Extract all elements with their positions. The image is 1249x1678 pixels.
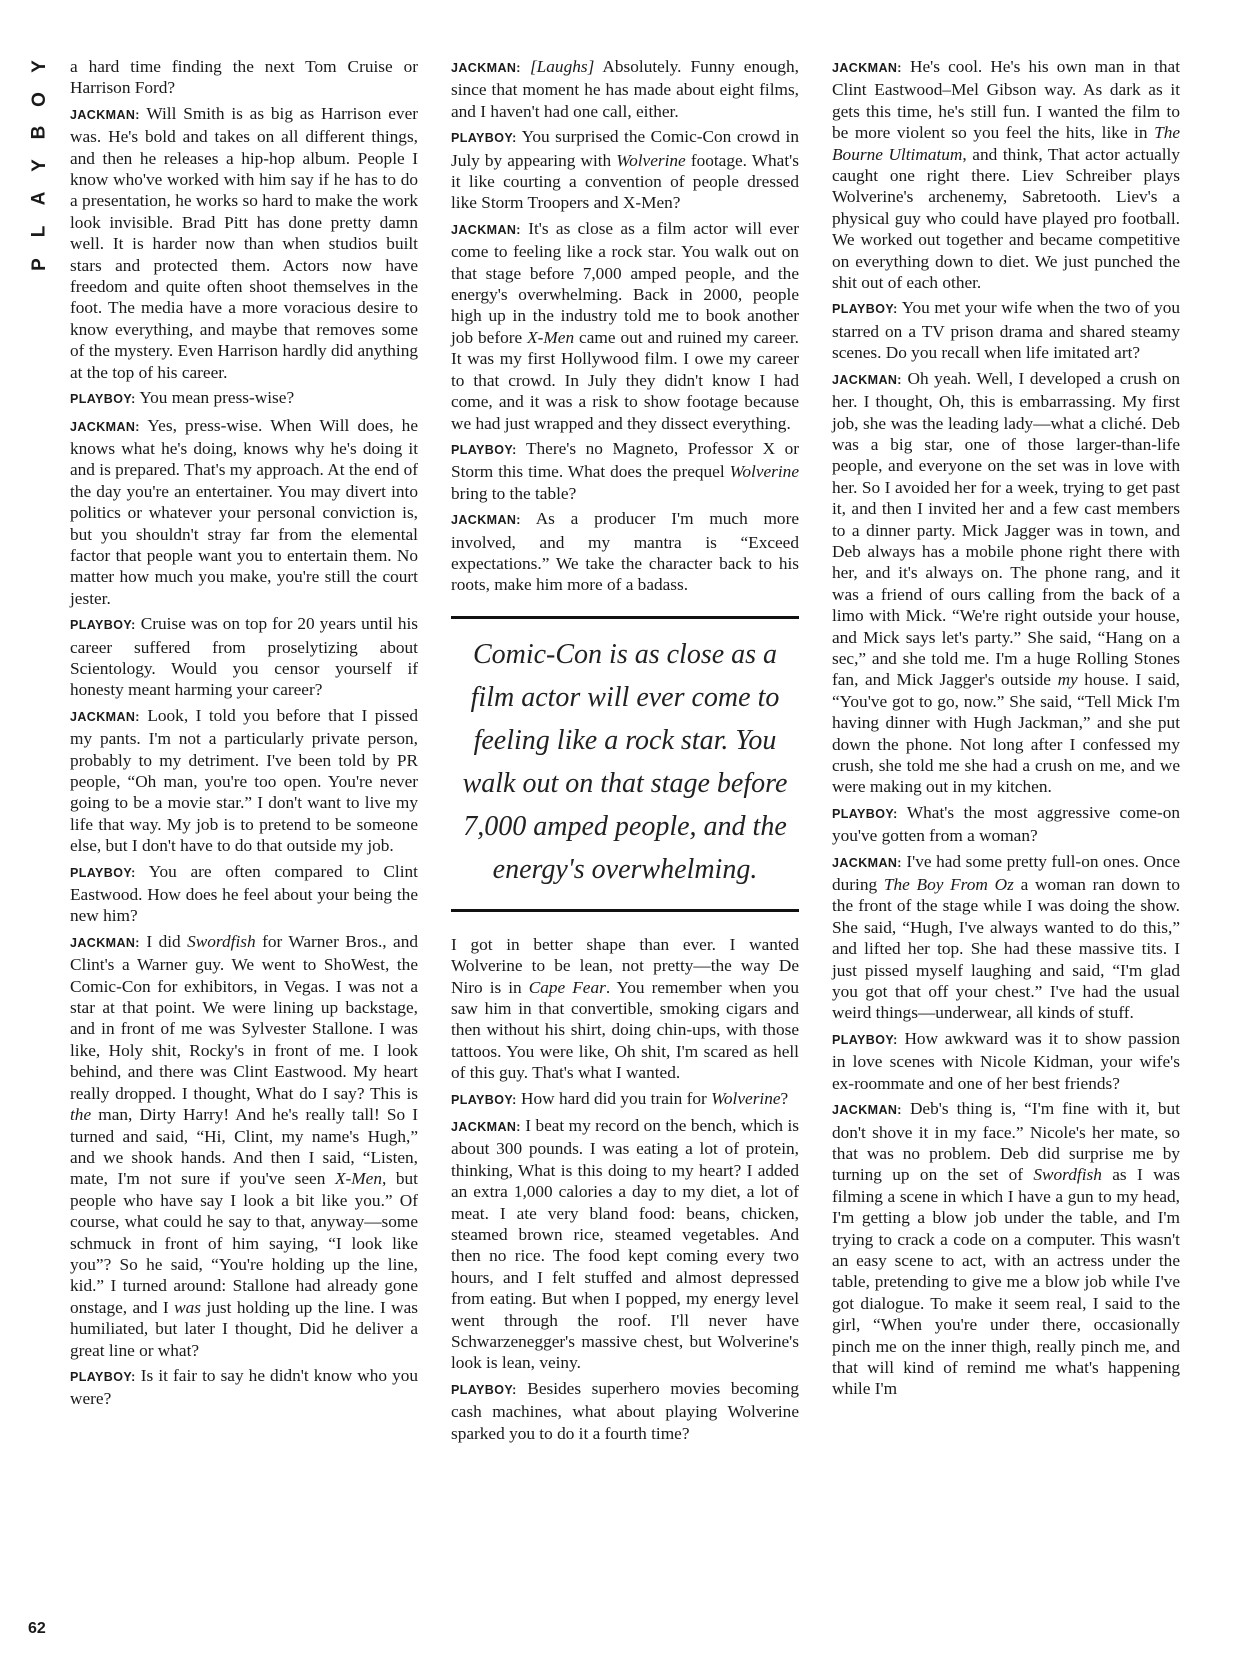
paragraph: JACKMAN: He's cool. He's his own man in that Clint Eastwood–Mel Gibson way. As dark as it gets this time, he's still fun. I wanted the film to be more violent so you feel the hits, like in The Bourne Ultimatum, and think, That actor actually caught one right there. Liev Schreiber plays Wolverine's archenemy, Sabretooth. Liev's a physical guy who could have played pro football. We worked out together and became competitive on everything down to diet. We just punched the shit out of each other. <box>832 57 1180 293</box>
speaker-label: JACKMAN: <box>832 1103 902 1118</box>
speaker-label: JACKMAN: <box>832 61 902 75</box>
magazine-letter: L <box>28 225 50 238</box>
paragraph: JACKMAN: Look, I told you before that I pissed my pants. I'm not a particularly private person, probably to my detriment. I've been told by PR people, “Oh man, you're too open. You're never going to be a movie star.” I don't want to live my life that way. My job is to pretend to be someone else, but I don't have to do that outside my job. <box>70 705 418 856</box>
speaker-label: JACKMAN: <box>70 419 140 434</box>
speaker-label: JACKMAN: <box>70 935 140 950</box>
emphasis: was <box>174 1297 201 1317</box>
text-column-2 <box>451 56 799 1448</box>
film-title: Wolverine <box>616 150 686 170</box>
speaker-label: JACKMAN: <box>70 107 140 122</box>
page-number: 62 <box>28 1620 46 1637</box>
film-title: Wolverine <box>711 1088 781 1108</box>
speaker-label: PLAYBOY: <box>832 302 898 317</box>
paragraph: PLAYBOY: What's the most aggressive come-on you've gotten from a woman? <box>832 802 1180 846</box>
magazine-letter: Y <box>28 159 50 172</box>
speaker-label: JACKMAN: <box>832 372 902 387</box>
film-title: Swordfish <box>1033 1165 1102 1185</box>
magazine-name-vertical <box>26 50 52 281</box>
speaker-label: JACKMAN: <box>451 1120 521 1134</box>
film-title: X-Men <box>527 327 575 347</box>
paragraph: PLAYBOY: Cruise was on top for 20 years until his career suffered from proselytizing about Scientology. Would you censor yourself if honesty meant harming your career? <box>70 614 418 700</box>
show-title: The Boy From Oz <box>883 875 1014 895</box>
speaker-label: PLAYBOY: <box>451 131 517 146</box>
speaker-label: PLAYBOY: <box>832 806 898 821</box>
paragraph: JACKMAN: I beat my record on the bench, which is about 300 pounds. I was eating a lot of protein, thinking, What is this doing to my heart? I added an extra 1,000 calories a day to my diet, a lot of meat. I ate very bland food: beans, chicken, steamed brown rice, steamed vegetables. And then no rice. The food kept coming every two hours, and I felt stuffed and almost depressed from eating. But when I popped, my energy level went through the roof. I'll never have Schwarzenegger's massive chest, but Wolverine's look is lean, veiny. <box>451 1116 799 1373</box>
paragraph: JACKMAN: As a producer I'm much more involved, and my mantra is “Exceed expectations.” We take the character back to his roots, make him more of a badass. <box>451 509 799 595</box>
speaker-label: PLAYBOY: <box>70 1369 136 1384</box>
paragraph: JACKMAN: Yes, press-wise. When Will does, he knows what he's doing, knows why he's doing it and is prepared. That's my approach. At the end of the day you're an entertainer. You may divert into politics or whatever your personal conviction is, but you shouldn't stray far from the elemental factor that people want you to entertain them. No matter how much you make, you're still the court jester. <box>70 415 418 608</box>
speaker-label: PLAYBOY: <box>70 618 136 633</box>
paragraph: PLAYBOY: You met your wife when the two of you starred on a TV prison drama and shared steamy scenes. Do you recall when life imitated art? <box>832 298 1180 363</box>
magazine-letter: B <box>28 125 50 140</box>
speaker-label: JACKMAN: <box>451 513 521 528</box>
paragraph: JACKMAN: Oh yeah. Well, I developed a crush on her. I thought, Oh, this is embarrassing. My first job, she was the leading lady—what a cliché. Deb was a big star, one of those larger-than-life people, and everyone on the set was in love with her. So I avoided her for a week, trying to get past it, and then I invited her and a few cast members to a dinner party. Mick Jagger was in town, and Deb always has a mobile phone right there with her, and it's always on. The phone rang, and it was a friend of ours calling from the back of a limo with Mick. “We're right outside your house, and Mick says let's party.” She said, “Hang on a sec,” and she told me. I'm a huge Rolling Stones fan, and Mick Jagger's outside my house. I said, “You've got to go, now.” She said, “Tell Mick I'm having dinner with Hugh Jackman,” and she put down the phone. Not long after I confessed my crush, she told me she had a crush on me, and we were making out in my kitchen. <box>832 368 1180 797</box>
speaker-label: PLAYBOY: <box>451 1092 517 1107</box>
paragraph: I got in better shape than ever. I wanted Wolverine to be lean, not pretty—the way De Niro is in Cape Fear. You remember when you saw him in that convertible, smoking cigars and then without his shirt, doing chin-ups, with those tattoos. You were like, Oh shit, I'm scared as hell of this guy. That's what I wanted. <box>451 934 800 1083</box>
paragraph: PLAYBOY: You surprised the Comic-Con crowd in July by appearing with Wolverine footage. What's it like courting a convention of people dressed like Storm Troopers and X-Men? <box>451 127 799 213</box>
magazine-letter: A <box>28 191 50 206</box>
paragraph: PLAYBOY: How awkward was it to show passion in love scenes with Nicole Kidman, your wife's ex-roommate and one of her best friends? <box>832 1028 1180 1093</box>
pull-quote: Comic-Con is as close as a film actor will ever come to feeling like a rock star. You walk out on that stage before 7,000 amped people, and the energy's overwhelming. <box>451 616 799 912</box>
paragraph: JACKMAN: Deb's thing is, “I'm fine with it, but don't shove it in my face.” Nicole's her mate, so that was no problem. Deb did surprise me by turning up on the set of Swordfish as I was filming a scene in which I have a gun to my head, I'm getting a blow job under the table, and I'm trying to crack a code on a computer. This wasn't an easy scene to act, with an actress under the table, pretending to give me a blow job while I've got dialogue. To make it seem real, I said to the girl, “When you're under there, occasionally pinch me on the inner thigh, really pinch me, and that will kind of remind me what's happening while I'm <box>832 1099 1180 1399</box>
speaker-label: PLAYBOY: <box>70 865 136 880</box>
speaker-label: PLAYBOY: <box>451 1382 517 1397</box>
paragraph: JACKMAN: It's as close as a film actor will ever come to feeling like a rock star. You walk out on that stage before 7,000 amped people, and the energy's overwhelming. Back in 2000, people high up in the industry told me to book another job before X-Men came out and ruined my career. It was my first Hollywood film. I owe my career to that crowd. In July they didn't know I had come, and it was a risk to show footage because we had just wrapped and they dissect everything. <box>451 218 800 433</box>
speaker-label: JACKMAN: <box>832 855 902 870</box>
text-column-3 <box>832 56 1180 1404</box>
paragraph: PLAYBOY: You mean press-wise? <box>70 388 295 408</box>
text-column-1 <box>70 56 418 1414</box>
magazine-letter: O <box>28 92 50 107</box>
paragraph: JACKMAN: [Laughs] Absolutely. Funny enough, since that moment he has made about eight films, and I haven't had one call, either. <box>451 57 799 121</box>
speaker-label: PLAYBOY: <box>70 392 136 407</box>
magazine-letter: P <box>28 258 50 271</box>
emphasis: my <box>1057 670 1078 690</box>
speaker-label: PLAYBOY: <box>451 442 517 457</box>
film-title: Cape Fear <box>528 977 606 997</box>
paragraph: JACKMAN: I've had some pretty full-on ones. Once during The Boy From Oz a woman ran down to the front of the stage while I was doing the show. She said, “Hugh, I've always wanted to do this,” and lifted her top. She had these massive tits. I just pissed myself laughing and said, “I'm glad you got that off your chest.” I've had the usual weird things—underwear, all kinds of stuff. <box>832 851 1180 1023</box>
speaker-label: JACKMAN: <box>451 222 521 237</box>
film-title: X-Men <box>334 1169 382 1189</box>
paragraph: JACKMAN: I did Swordfish for Warner Bros., and Clint's a Warner guy. We went to ShoWest, the Comic-Con for exhibitors, in Vegas. I was not a star at that point. We were lining up backstage, and in front of me was Sylvester Stallone. I was like, Holy shit, Rocky's in front of me. I look behind, and there was Clint Eastwood. My heart really dropped. I thought, What do I say? This is the man, Dirty Harry! And he's really tall! So I turned and said, “Hi, Clint, my name's Hugh,” and we shook hands. And then I said, “Listen, mate, I'm not sure if you've seen X-Men, but people who have say I look a bit like you.” Of course, what could he say to that, anyway—some schmuck in front of him saying, “I look like you”? So he said, “You're holding up the line, kid.” I turned around: Stallone had already gone onstage, and I was just holding up the line. I was humiliated, but later I thought, Did he deliver a great line or what? <box>70 931 418 1360</box>
film-title: Swordfish <box>187 931 256 951</box>
speaker-label: JACKMAN: <box>451 61 521 75</box>
paragraph: PLAYBOY: How hard did you train for Wolverine? <box>451 1088 789 1108</box>
film-title: Wolverine <box>729 462 799 482</box>
speaker-label: JACKMAN: <box>70 709 140 724</box>
stage-direction: [Laughs] <box>529 57 595 76</box>
magazine-letter: Y <box>28 60 50 73</box>
paragraph: JACKMAN: Will Smith is as big as Harrison ever was. He's bold and takes on all different things, and then he releases a hip-hop album. People I know who've worked with him say if he has to do a presentation, he works so hard to make the work look invisible. Brad Pitt has done pretty damn well. It is harder now than when studios built stars and protected them. Actors now have freedom and quite often shoot themselves in the foot. The media have a more voracious desire to know everything, and maybe that removes some of the mystery. Even Harrison hardly did anything at the top of his career. <box>70 103 418 382</box>
paragraph: PLAYBOY: You are often compared to Clint Eastwood. How does he feel about your being the new him? <box>70 861 418 926</box>
paragraph: a hard time finding the next Tom Cruise or Harrison Ford? <box>70 57 418 98</box>
film-title: The Bourne Ultimatum <box>832 123 1180 164</box>
paragraph: PLAYBOY: Besides superhero movies becoming cash machines, what about playing Wolverine sparked you to do it a fourth time? <box>451 1378 799 1443</box>
speaker-label: PLAYBOY: <box>832 1032 898 1047</box>
paragraph: PLAYBOY: Is it fair to say he didn't know who you were? <box>70 1365 418 1409</box>
paragraph: PLAYBOY: There's no Magneto, Professor X or Storm this time. What does the prequel Wolverine bring to the table? <box>451 438 799 503</box>
emphasis: the <box>70 1105 92 1125</box>
